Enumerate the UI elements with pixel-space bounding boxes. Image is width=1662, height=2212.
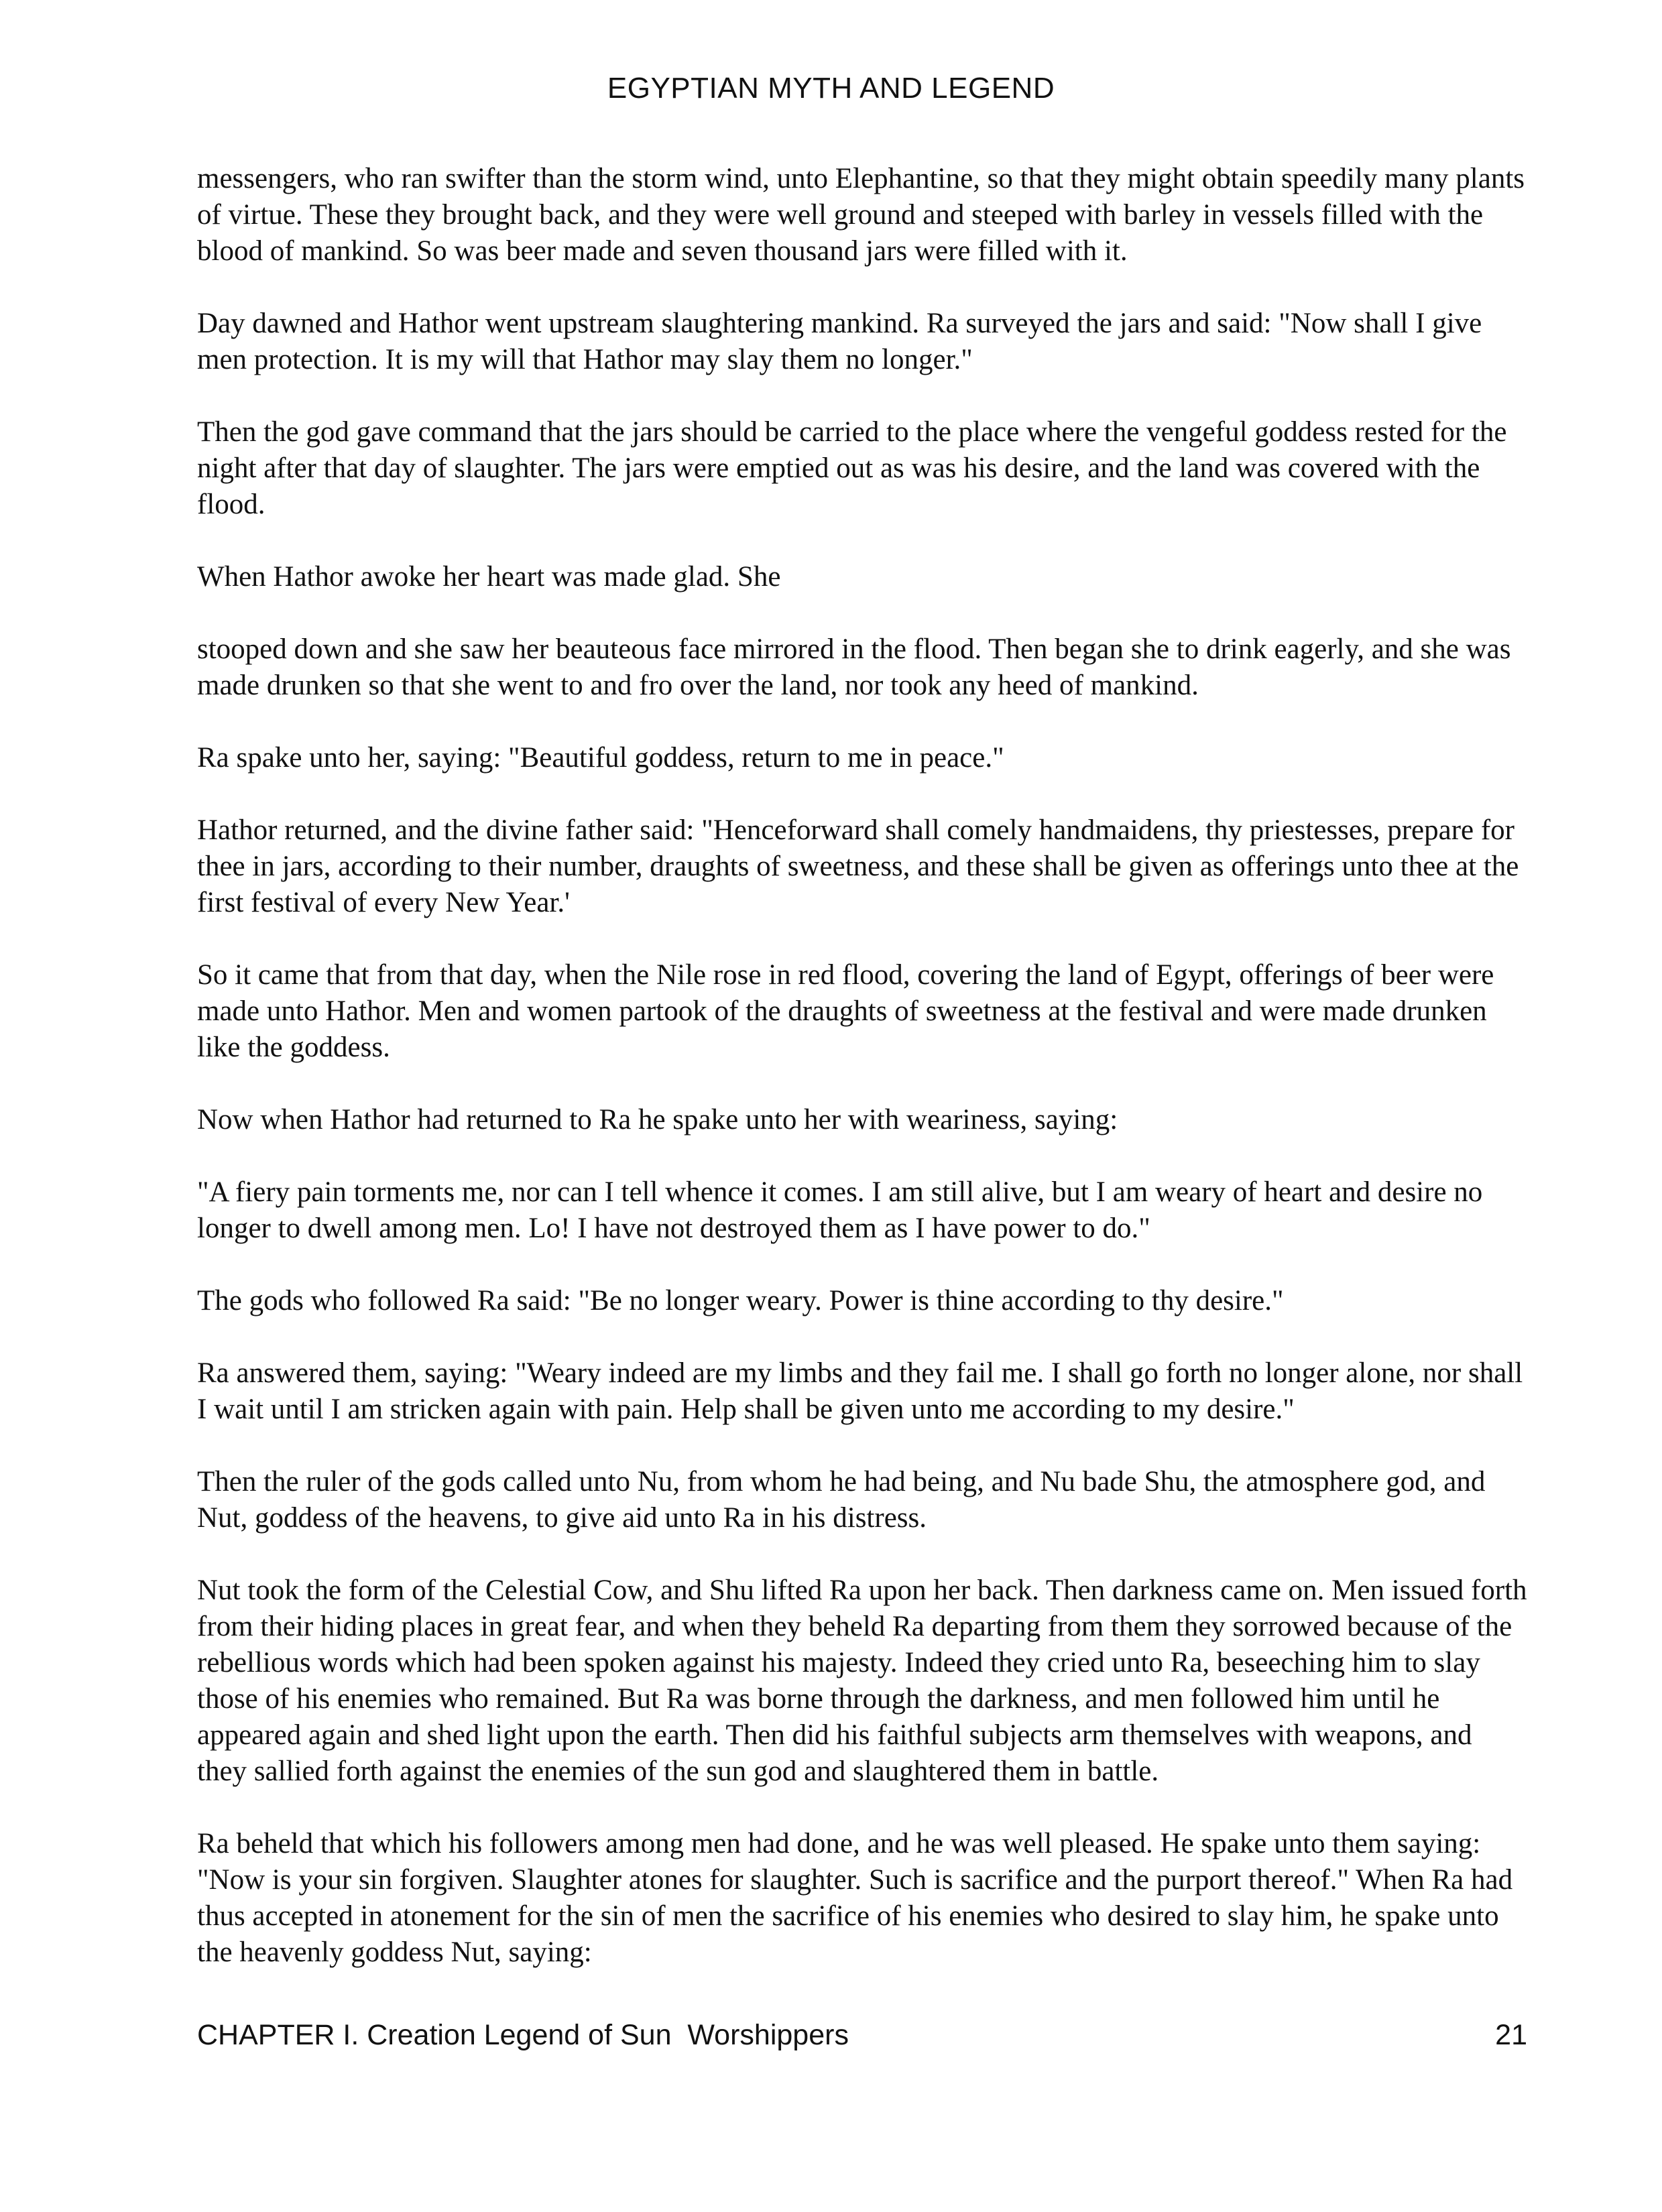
paragraph: The gods who followed Ra said: "Be no longer weary. Power is thine according to thy desire." bbox=[197, 1285, 1284, 1316]
paragraph: messengers, who ran swifter than the storm wind, unto Elephantine, so that they might obtain speedily many plants of virtue. These they brought back, and they were well ground and steeped with barley in vessels filled with the blood of mankind. So was beer made and seven thousand jars were filled with it. bbox=[197, 163, 1525, 267]
paragraph: "A fiery pain torments me, nor can I tell whence it comes. I am still alive, but I am weary of heart and desire no longer to dwell among men. Lo! I have not destroyed them as I have power to do." bbox=[197, 1176, 1483, 1244]
running-header: EGYPTIAN MYTH AND LEGEND bbox=[607, 72, 1055, 105]
paragraph: Day dawned and Hathor went upstream slaughtering mankind. Ra surveyed the jars and said: "Now shall I give men protection. It is my will that Hathor may slay them no longer." bbox=[197, 308, 1482, 375]
paragraph: Now when Hathor had returned to Ra he spake unto her with weariness, saying: bbox=[197, 1104, 1118, 1135]
paragraph: Then the god gave command that the jars should be carried to the place where the vengeful goddess rested for the night after that day of slaughter. The jars were emptied out as was his desire, and the land was covered with the flood. bbox=[197, 416, 1507, 520]
page-number: 21 bbox=[1495, 2019, 1527, 2051]
page-footer bbox=[197, 2016, 1527, 2054]
chapter-title: CHAPTER I. Creation Legend of Sun Worshippers bbox=[197, 2019, 849, 2051]
paragraph: stooped down and she saw her beauteous face mirrored in the flood. Then began she to drink eagerly, and she was made drunken so that she went to and fro over the land, nor took any heed of mankind. bbox=[197, 633, 1511, 701]
paragraph: When Hathor awoke her heart was made glad. She bbox=[197, 561, 781, 593]
paragraph: Hathor returned, and the divine father said: "Henceforward shall comely handmaidens, thy priestesses, prepare for thee in jars, according to their number, draughts of sweetness, and these shall be given as offerings unto thee at the first festival of every New Year.' bbox=[197, 814, 1519, 918]
paragraph: Ra answered them, saying: "Weary indeed are my limbs and they fail me. I shall go forth no longer alone, nor shall I wait until I am stricken again with pain. Help shall be given unto me according to my desire." bbox=[197, 1357, 1523, 1425]
paragraph: Ra beheld that which his followers among men had done, and he was well pleased. He spake unto them saying: "Now is your sin forgiven. Slaughter atones for slaughter. Such is sacrifice and the purport thereof." When Ra had thus accepted in atonement for the sin of men the sacrifice of his enemies who desired to slay him, he spake unto the heavenly goddess Nut, saying: bbox=[197, 1828, 1513, 1968]
body-text bbox=[197, 161, 1527, 1971]
paragraph: So it came that from that day, when the Nile rose in red flood, covering the land of Egypt, offerings of beer were made unto Hathor. Men and women partook of the draughts of sweetness at the festival and were made drunken like the goddess. bbox=[197, 959, 1494, 1063]
paragraph: Ra spake unto her, saying: "Beautiful goddess, return to me in peace." bbox=[197, 742, 1004, 774]
paragraph: Nut took the form of the Celestial Cow, and Shu lifted Ra upon her back. Then darkness came on. Men issued forth from their hiding places in great fear, and when they beheld Ra departing from them they sorrowed because of the rebellious words which had been spoken against his majesty. Indeed they cried unto Ra, beseeching him to slay those of his enemies who remained. But Ra was borne through the darkness, and men followed him until he appeared again and shed light upon the earth. Then did his faithful subjects arm themselves with weapons, and they sallied forth against the enemies of the sun god and slaughtered them in battle. bbox=[197, 1575, 1527, 1787]
paragraph: Then the ruler of the gods called unto Nu, from whom he had being, and Nu bade Shu, the atmosphere god, and Nut, goddess of the heavens, to give aid unto Ra in his distress. bbox=[197, 1466, 1486, 1534]
